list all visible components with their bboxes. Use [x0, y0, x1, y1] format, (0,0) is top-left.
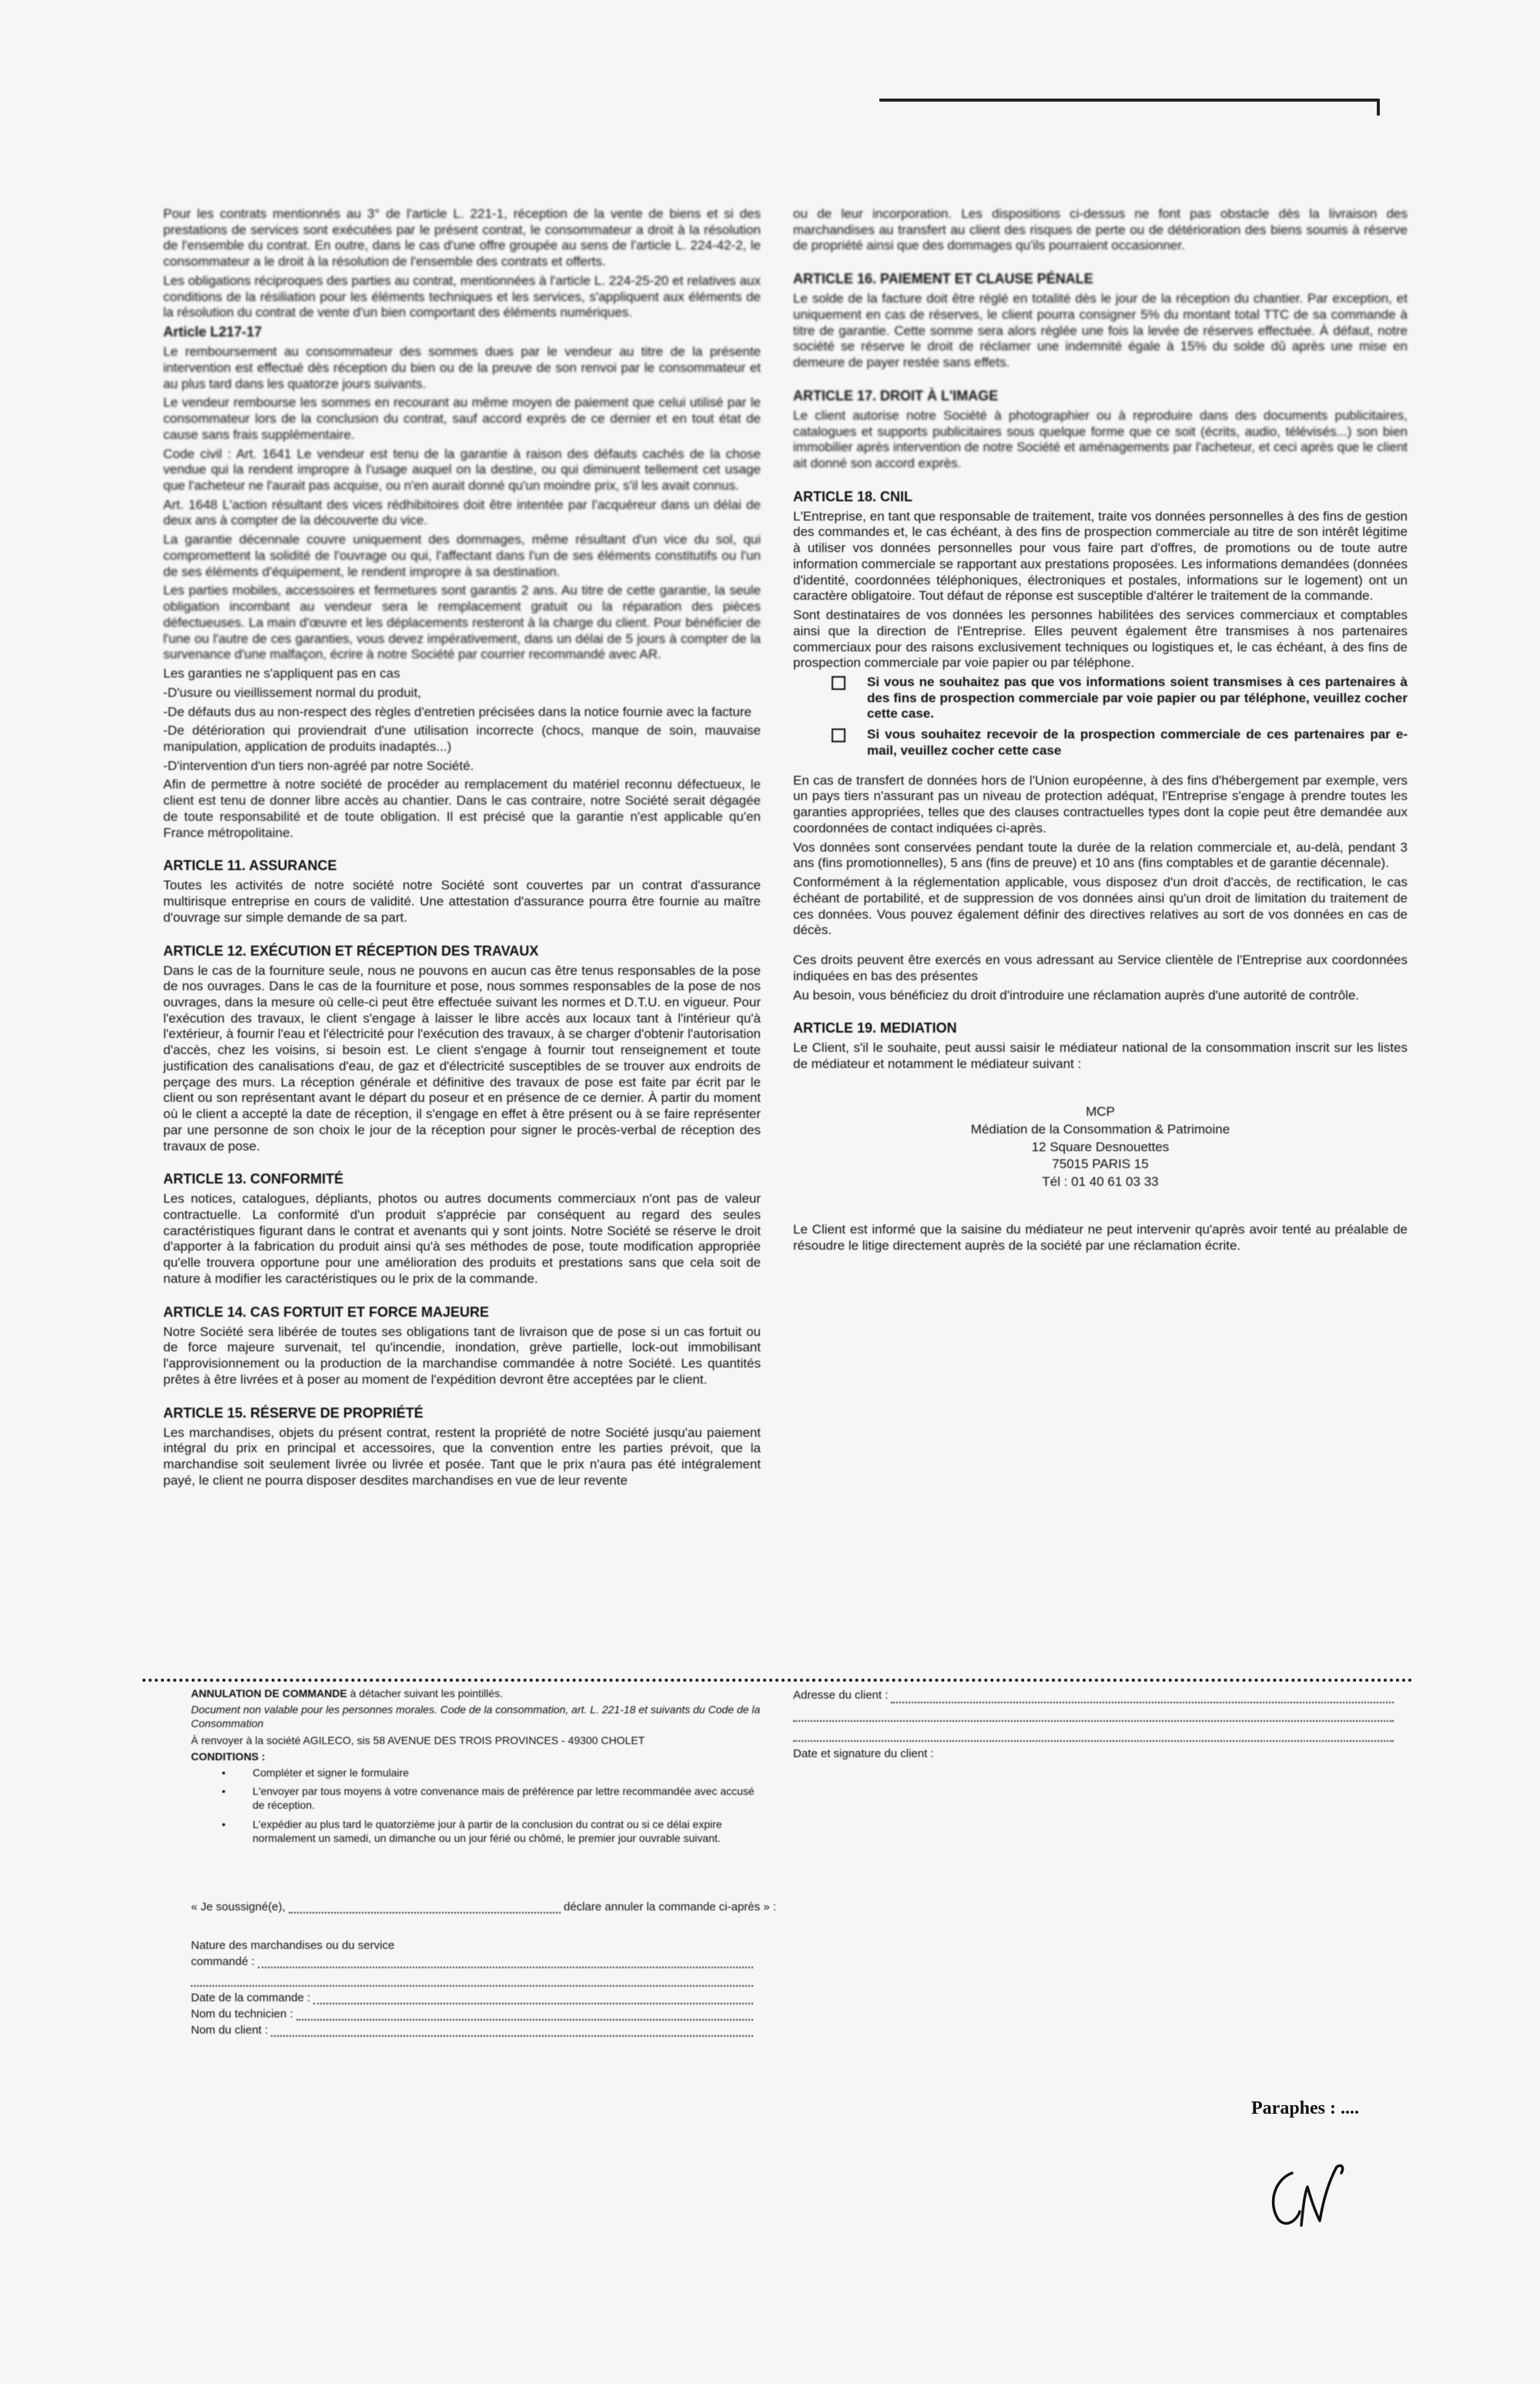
article-18	[793, 489, 1408, 1004]
article-body: Les marchandises, objets du présent contrat, restent la propriété de notre Société jusqu'au paiement intégral du prix en principal et accessoires, que la convention entre les parties prévoit, que la marchandise soit seulement livrée ou livrée et posée. Tant que le prix n'aura pas été intégralement payé, le client ne pourra disposer desdites marchandises en vue de leur revente	[163, 1425, 761, 1488]
declarant-name-input[interactable]	[289, 1901, 561, 1914]
cancellation-heading-row	[191, 1686, 761, 1700]
client-address-line-2[interactable]	[793, 1706, 1394, 1722]
condition-item: • L'envoyer par tous moyens à votre convenance mais de préférence par lettre recommandée avec accusé de réception.	[222, 1784, 761, 1812]
conditions-title: CONDITIONS :	[191, 1749, 266, 1763]
mediator-name: MCP	[1086, 1103, 1115, 1119]
technician-field[interactable]	[191, 2007, 753, 2021]
blurred-top-section	[163, 206, 761, 663]
article-17-title: ARTICLE 17. DROIT À L'IMAGE	[793, 387, 999, 403]
article-19-title: ARTICLE 19. MEDIATION	[793, 1020, 957, 1036]
paragraph: La garantie décennale couvre uniquement des dommages, même résultant d'un vice du sol, qui compromettent la solidité de l'ouvrage ou qui, l'affectant dans l'un de ses éléments constitutifs ou l'un de ses éléments d'équipement, le rendent impropre à sa destination.	[163, 532, 761, 579]
client-name-field[interactable]	[191, 2024, 753, 2037]
cancellation-heading: ANNULATION DE COMMANDE	[191, 1687, 347, 1699]
article-title: ARTICLE 15. RÉSERVE DE PROPRIÉTÉ	[163, 1405, 424, 1421]
checkbox-email[interactable]	[832, 728, 845, 742]
cancellation-address: À renvoyer à la société AGILECO, sis 58 AVENUE DES TROIS PROVINCES - 49300 CHOLET	[191, 1733, 645, 1746]
right-column	[793, 206, 1408, 1257]
cancellation-heading-suffix: à détacher suivant les pointillés.	[350, 1687, 504, 1699]
checkbox-label: Si vous ne souhaitez pas que vos informations soient transmises à ces partenaires à des fins de prospection commerciale par voie papier ou par téléphone, veuillez cocher cette case.	[867, 675, 1408, 722]
guarantee-exclusions	[163, 666, 761, 841]
exclusions-intro: Les garanties ne s'appliquent pas en cas	[163, 666, 400, 681]
condition-item: • Compléter et signer le formulaire	[222, 1766, 761, 1780]
date-signature-label: Date et signature du client :	[793, 1746, 934, 1760]
paragraph: Les parties mobiles, accessoires et fermetures sont garantis 2 ans. Au titre de cette garantie, la seule obligation incombant au vendeur sera le remplacement gratuit ou la réparation des pièces défectueuses. La main d'œuvre et les déplacements resteront à la charge du client. Pour bénéficier de l'une ou l'autre de ces garanties, vous devez impérativement, dans un délai de 5 jours à compter de la survenance d'une malfaçon, écrire à notre Société par courrier recommandé avec AR.	[163, 583, 761, 662]
exclusion-item: -De défauts dus au non-respect des règles d'entretien précisées dans la notice fournie avec la facture	[163, 704, 752, 719]
mediator-city: 75015 PARIS 15	[1052, 1157, 1149, 1172]
article-19-intro: Le Client, s'il le souhaite, peut aussi saisir le médiateur national de la consommation inscrit sur les listes de médiateur et notamment le médiateur suivant :	[793, 1040, 1408, 1071]
cancellation-client-fields	[793, 1688, 1394, 1764]
date-signature-field[interactable]	[793, 1746, 1394, 1762]
checkbox-label: Si vous souhaitez recevoir de la prospection commerciale de ces partenaires par e-mail, veuillez cocher cette case	[867, 727, 1408, 758]
ordered-input[interactable]	[258, 1956, 753, 1968]
article-19	[793, 1020, 1408, 1254]
article-body: Toutes les activités de notre société notre Société sont couvertes par un contrat d'assurance multirisque entreprise en cours de validité. Une attestation d'assurance pourra être fournie au maître d'ouvrage sur simple demande de sa part.	[163, 878, 761, 925]
article-17-body: Le client autorise notre Société à photographier ou à reproduire dans des documents publicitaires, catalogues et supports publicitaires sous quelque forme que ce soit (écrits, audio, télévisés...) son bien immobilier après intervention de notre Société et aménagements par l'acheteur, et ceci après que le client ait donné son accord exprès.	[793, 407, 1408, 470]
paragraph: Le vendeur rembourse les sommes en recourant au même moyen de paiement que celui utilisé par le consommateur lors de la conclusion du contrat, sauf accord exprès de ce dernier et en tout état de cause sans frais supplémentaire.	[163, 395, 761, 442]
ordered-label: commandé :	[191, 1955, 255, 1968]
mediator-phone: Tél : 01 40 61 03 33	[1042, 1174, 1159, 1190]
continuation-paragraph: ou de leur incorporation. Les dispositions ci-dessus ne font pas obstacle dès la livraison des marchandises au transfert au client des risques de perte ou de détérioration des biens soumis à réserve de propriété ainsi que des dommages qu'ils pourraient occasionner.	[793, 206, 1408, 253]
mediator-full-name: Médiation de la Consommation & Patrimoine	[970, 1121, 1230, 1137]
article-16-title: ARTICLE 16. PAIEMENT ET CLAUSE PÉNALE	[793, 271, 1093, 287]
client-address-field[interactable]	[793, 1688, 1394, 1703]
cancellation-note: Document non valable pour les personnes morales. Code de la consommation, art. L. 221-18 et suivants du Code de la Consommation	[191, 1703, 761, 1730]
exclusion-item: -D'intervention d'un tiers non-agréé par notre Société.	[163, 758, 474, 773]
order-date-input[interactable]	[313, 1992, 753, 2004]
paragraph: Vos données sont conservées pendant toute la durée de la relation commerciale et, au-delà, pendant 3 ans (fins promotionnelles), 5 ans (fins de preuve) et 10 ans (fins comptables et de garantie décennale).	[793, 839, 1408, 871]
paragraph: Art. 1648 L'action résultant des vices rédhibitoires doit être intentée par l'acquéreur dans un délai de deux ans à compter de la découverte du vice.	[163, 497, 761, 528]
article-title: ARTICLE 11. ASSURANCE	[163, 858, 337, 874]
checkbox-row-email[interactable]	[793, 727, 1408, 758]
declare-suffix: déclare annuler la commande ci-après » :	[564, 1900, 776, 1914]
checkbox-row-postal[interactable]	[793, 675, 1408, 722]
articles-11-15	[163, 858, 761, 1488]
cancellation-form-info	[191, 1686, 761, 1850]
article-19-closing: Le Client est informé que la saisine du médiateur ne peut intervenir qu'après avoir tenté au préalable de résoudre le litige directement auprès de la société par une réclamation écrite.	[793, 1222, 1408, 1254]
article-title: ARTICLE 13. CONFORMITÉ	[163, 1171, 344, 1187]
exclusions-closing: Afin de permettre à notre société de procéder au remplacement du matériel reconnu défectueux, le client est tenu de donner libre accès au chantier. Dans le cas contraire, notre Société serait dégagée de toute responsabilité et de toute obligation. Il est précisé que la garantie n'est applicable qu'en France métropolitaine.	[163, 777, 761, 840]
paraphes-label: Paraphes : ....	[1251, 2098, 1359, 2118]
paragraph: L'Entreprise, en tant que responsable de traitement, traite vos données personnelles à des fins de gestion des commandes et, le cas échéant, à des fins de prospection commerciale au titre de son intérêt légitime à utiliser vos données personnelles pour vous faire part d'offres, de promotions ou de toute autre information commerciale se rapportant aux prestations proposées. Les informations demandées (données d'identité, coordonnées téléphoniques, électroniques et postales, informations sur le logement) ont un caractère obligatoire. Tout défaut de réponse est susceptible d'altérer le traitement de la commande.	[793, 508, 1408, 604]
cut-line	[142, 1679, 1413, 1682]
mediator-street: 12 Square Desnouettes	[1031, 1139, 1170, 1154]
paragraph: Sont destinataires de vos données les personnes habilitées des services commerciaux et comptables ainsi que la direction de l'Entreprise. Elles peuvent également être transmises à nos partenaires commerciaux pour des raisons exclusivement techniques ou logistiques et, le cas échéant, à des fins de prospection commerciale par voie papier ou par téléphone.	[793, 608, 1408, 671]
article-title: ARTICLE 12. EXÉCUTION ET RÉCEPTION DES TRAVAUX	[163, 943, 539, 959]
technician-input[interactable]	[296, 2008, 753, 2021]
ordered-line-2[interactable]	[191, 1971, 753, 1987]
condition-item: • L'expédier au plus tard le quatorzième jour à partir de la conclusion du contrat ou si ce délai expire normalement un samedi, un dimanche ou un jour férié ou chômé, le premier jour ouvrable suivant.	[222, 1817, 761, 1845]
checkbox-postal-phone[interactable]	[832, 676, 845, 690]
conditions-list	[222, 1766, 761, 1845]
technician-label: Nom du technicien :	[191, 2007, 293, 2021]
article-body: Les notices, catalogues, dépliants, photos ou autres documents commerciaux n'ont pas de valeur contractuelle. La conformité d'un produit s'apprécie par conséquent au regard des seules caractéristiques figurant dans le contrat et avenants qui y sont joints. Notre Société se réserve le droit d'apporter à la fabrication du produit ainsi qu'à ses méthodes de pose, toute modification appropriée qu'elle trouvera opportune pour une amélioration des produits et prestations sans que cela soit de nature à modifier les caractéristiques ou le prix de la commande.	[163, 1191, 761, 1286]
client-address-input[interactable]	[891, 1691, 1394, 1703]
paragraph: Ces droits peuvent être exercés en vous adressant au Service clientèle de l'Entreprise aux coordonnées indiquées en bas des présentes	[793, 953, 1408, 983]
goods-field	[191, 1939, 753, 1952]
mediator-address-block	[793, 1103, 1408, 1192]
order-fields	[191, 1939, 753, 2040]
ordered-field[interactable]	[191, 1955, 753, 1968]
blurred-top-section	[793, 206, 1408, 472]
exclusion-item: -De détérioration qui proviendrait d'une utilisation incorrecte (chocs, manque de soin, mauvaise manipulation, application de produits inadaptés...)	[163, 723, 761, 754]
article-l217-title: Article L217-17	[163, 324, 263, 340]
article-16-body: Le solde de la facture doit être réglé en totalité dès le jour de la réception du chantier. Par exception, et uniquement en cas de réserves, le client pourra consigner 5% du montant total TTC de sa commande à titre de garantie. Cette somme sera alors réglée une fois la levée de réserves effectuée. À défaut, notre société se réserve le droit de réclamer une indemnité égale à 15% du solde dû après une mise en demeure de payer restée sans effets.	[793, 291, 1408, 370]
client-address-label: Adresse du client :	[793, 1689, 889, 1702]
client-address-line-3[interactable]	[793, 1726, 1394, 1742]
order-date-label: Date de la commande :	[191, 1991, 311, 2004]
article-body: Dans le cas de la fourniture seule, nous ne pouvons en aucun cas être tenus responsables de la pose de nos ouvrages. Dans le cas de la fourniture et pose, nous sommes responsables de la pose de nos ouvrages, dans la mesure où celle-ci peut être effectuée suivant les normes et D.T.U. en vigueur. Pour l'exécution des travaux, le client s'engage à laisser le libre accès aux locaux tant à l'intérieur qu'à l'extérieur, à fournir l'eau et l'électricité pour l'exécution des travaux, à se charger d'obtenir l'autorisation d'accès, chez les voisins, si besoin est. Le client s'engage à fournir tout renseignement et toute justification des canalisations d'eau, de gaz et d'électricité susceptibles de se trouver aux endroits de perçage des murs. La réception générale et définitive des travaux de pose est faite par écrit par le client ou son représentant avant le départ du poseur et en présence de ce dernier. À partir du moment où le client a accepté la date de réception, il s'engage en effet à être présent ou à se faire représenter par une personne de son choix le jour de la réception pour signer le procès-verbal de réception des travaux de pose.	[163, 963, 761, 1153]
goods-label: Nature des marchandises ou du service	[191, 1939, 395, 1952]
top-rule	[879, 99, 1380, 102]
paragraph: Code civil : Art. 1641 Le vendeur est tenu de la garantie à raison des défauts cachés de la chose vendue qui la rendent impropre à l'usage auquel on la destine, ou qui diminuent tellement cet usage que l'acheteur ne l'aurait pas acquise, ou n'en aurait donné qu'un moindre prix, s'il les avait connus.	[163, 446, 761, 493]
declare-prefix: « Je soussigné(e),	[191, 1900, 286, 1914]
paragraph: Au besoin, vous bénéficiez du droit d'introduire une réclamation auprès d'une autorité de contrôle.	[793, 987, 1360, 1003]
article-title: ARTICLE 14. CAS FORTUIT ET FORCE MAJEURE	[163, 1304, 490, 1320]
order-date-field[interactable]	[191, 1991, 753, 2004]
article-18-title: ARTICLE 18. CNIL	[793, 488, 913, 504]
client-name-input[interactable]	[271, 2024, 753, 2037]
initials-signature	[1261, 2156, 1354, 2233]
declaration-row	[191, 1900, 776, 1914]
client-name-label: Nom du client :	[191, 2024, 269, 2037]
intro-paragraph: Les obligations réciproques des parties au contrat, mentionnées à l'article L. 224-25-20 et relatives aux conditions de la résiliation pour les éléments techniques et les services, s'appliquent aux éléments de la résolution du contrat de vente d'un bien comportant des éléments numériques.	[163, 273, 761, 320]
paragraph: Le remboursement au consommateur des sommes dues par le vendeur au titre de la présente intervention est effectué dès réception du bien ou de la preuve de son renvoi par le consommateur et au plus tard dans les quatorze jours suivants.	[163, 344, 761, 391]
left-column	[163, 206, 761, 1492]
article-body: Notre Société sera libérée de toutes ses obligations tant de livraison que de pose si un cas fortuit ou de force majeure survenait, tel qu'incendie, inondation, grève partielle, lock-out immobilisant l'approvisionnement ou la production de la marchandise commandée à notre Société. Les quantités prêtes à être livrées et à poser au moment de l'expédition devront être acceptées par le client.	[163, 1324, 761, 1387]
paragraph: En cas de transfert de données hors de l'Union européenne, à des fins d'hébergement par exemple, vers un pays tiers n'assurant pas un niveau de protection adéquat, l'Entreprise s'engage à prendre toutes les garanties appropriées, telles que des clauses contractuelles types dont la copie peut être demandée aux coordonnées de contact indiquées ci-après.	[793, 772, 1408, 835]
intro-paragraph: Pour les contrats mentionnés au 3° de l'article L. 221-1, réception de la vente de biens et si des prestations de services sont exécutées par le présent contrat, le consommateur a droit à la résolution de l'ensemble du contrat. En outre, dans le cas d'une offre groupée au sens de l'article L. 224-42-2, le consommateur a le droit à la résolution de l'ensemble des contrats et offerts.	[163, 206, 761, 270]
exclusion-item: -D'usure ou vieillissement normal du produit,	[163, 685, 421, 700]
paragraph: Conformément à la réglementation applicable, vous disposez d'un droit d'accès, de rectification, le cas échéant de portabilité, et de suppression de vos données ainsi qu'un droit de limitation du traitement de ces données. Vous pouvez également définir des directives relatives au sort de vos données en cas de décès.	[793, 875, 1408, 938]
